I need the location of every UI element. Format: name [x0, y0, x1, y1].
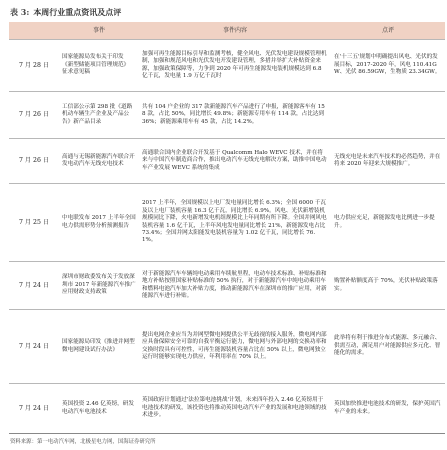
table-row	[9, 184, 445, 262]
row-event: 国家能源局发布关于印发 《新型储能项目管理规范》 征求意见稿	[59, 40, 139, 92]
table-title-text: 本周行业重点资讯及点评	[33, 7, 122, 17]
row-content: 2017 上半年，全国规模以上电厂发电量同比增长 6.3%；全国 6000 千瓦及以上电厂装机容量 16.3 亿千瓦，同比增长 6.9%。风电、光伏新增装机规模同比下降，火电新增发电机组规模比上年同期有所下降。全国并网风电装机容量 1.6 亿千瓦，上半年风电发电量同比增长 21%，新能源发电占比 73.4%；全国并网太阳能发电装机容量为 1.02 亿千瓦，同比增长 76.1%。	[139, 184, 331, 262]
row-comment	[331, 92, 445, 139]
row-date: 7 月 24 日	[9, 310, 59, 384]
table-row	[9, 262, 445, 310]
row-date: 7 月 28 日	[9, 40, 59, 92]
row-event: 工信部公示第 298 批《道路机动车辆生产企业及产品公告》新产品目录	[59, 92, 139, 139]
row-event: 深圳市财政委发布关于发放深圳市 2017 年新能源汽车推广应用财政支持政策	[59, 262, 139, 310]
header-date	[9, 22, 59, 40]
row-content: 高通联合国内企业联合开发基于 Qualcomm Halo WEVC 技术，并在将来与中国汽车制造商合作，推出电动汽车无线充电解决方案，助推中国电动车产业发展 WEVC 系统的集成	[139, 139, 331, 184]
table-row	[9, 92, 445, 139]
table-row	[9, 40, 445, 92]
news-table	[9, 22, 445, 434]
table-row	[9, 384, 445, 434]
row-date: 7 月 24 日	[9, 384, 59, 434]
row-date: 7 月 24 日	[9, 262, 59, 310]
table-row	[9, 139, 445, 184]
row-event: 国家能源局印发《推进并网型微电网建设试行办法》	[59, 310, 139, 384]
row-date: 7 月 26 日	[9, 139, 59, 184]
row-comment: 电力供应充足，新能源发电比例进一步提升。	[331, 184, 445, 262]
row-comment: 此举将有利于推进分布式能源、多元融合、供需互动，满足用户对能源供应多元化、智能化的需求。	[331, 310, 445, 384]
row-content: 对于新能源汽车车辆纯电动乘用车续航里程，电动车技术标准、补贴标准和地方补贴按照国家补贴标准的 50% 执行，对于新能源汽车中纯电动乘用车和燃料电池汽车加大补贴力度，推动新能源汽车在深圳市的推广应用，对新能源汽车进行补贴。	[139, 262, 331, 310]
row-comment: 购置补贴额度高于 70%，光伏补贴政策落实。	[331, 262, 445, 310]
row-content: 英国政府计划通过'法拉第电池挑战'计划，未来四年投入 2.46 亿英镑用于电池技术的研发，该投资也将推动英国电动汽车产业的发展和电池领域的技术进步。	[139, 384, 331, 434]
row-date: 7 月 25 日	[9, 184, 59, 262]
row-event: 高通与无锡新能源汽车联合开发电动汽车无线充电技术	[59, 139, 139, 184]
row-content: 提出电网企业应当为并网型微电网提供公平无歧视的接入服务，微电网内部应具备保障安全可靠的自我平衡运行能力，微电网与外部电网的交换功率和交换时段具有可控性，可再生能源装机容量占比在 50% 以上，微电网独立运行时能够实现电力供应，年利用率在 70% 以上。	[139, 310, 331, 384]
header-content: 事件内容	[139, 22, 331, 40]
row-comment: 在'十三五'规划中明确提出风电、光伏的发展目标，2017-2020 年，风电 110.41GW、光伏 86.59GW，生物质 23.34GW。	[331, 40, 445, 92]
row-date: 7 月 26 日	[9, 92, 59, 139]
table-row	[9, 310, 445, 384]
table-title	[10, 7, 121, 18]
row-content: 加强可再生能源目标引导和监测考核，健全风电、光伏发电建设规模管理机制，加强和规范风电和光伏发电开发建设管理，多措并举扩大补贴资金来源，加强政策保障等，力争到 2020 年可再生能源发电装机规模达到 6.8 亿千瓦，发电量 1.9 万亿千瓦时	[139, 40, 331, 92]
row-event: 中电联发布 2017 上半年全国电力供需形势分析预测报告	[59, 184, 139, 262]
header-event: 事件	[59, 22, 139, 40]
table-header-row	[9, 22, 445, 40]
header-comment: 点评	[331, 22, 445, 40]
table-title-label: 表 3:	[10, 7, 30, 17]
source-note: 资料来源：第一电动汽车网，北极星电力网，国海证券研究所	[10, 439, 156, 445]
row-event: 英国投资 2.46 亿英镑，研发电动汽车电池技术	[59, 384, 139, 434]
row-content: 共有 104 户企业的 317 款新能源汽车产品进行了申报，新能源客车有 158 款，占比 50%，同比增长 49.8%；新能源专用车有 114 款，占比达到 36%；新能源乘用车有 45 款，占比 14.2%。	[139, 92, 331, 139]
row-comment: 英国加快推进电池技术的研发，保护英国汽车产业的未来。	[331, 384, 445, 434]
row-comment: 无线充电是未来汽车技术的必然趋势，并在将来 2020 年迎来大规模推广。	[331, 139, 445, 184]
